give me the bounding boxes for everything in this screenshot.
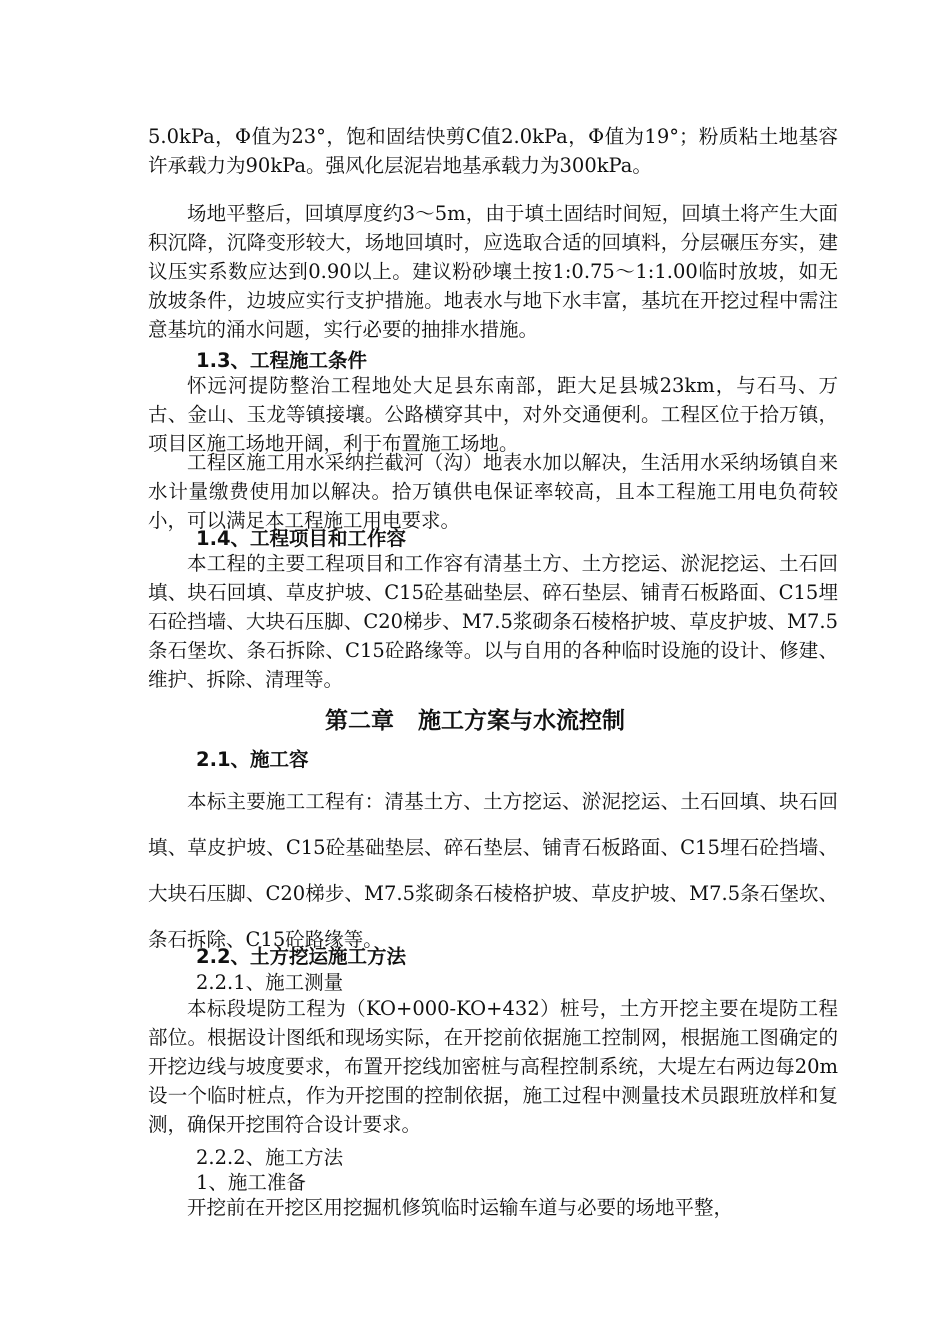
heading-1-3: 1.3、工程施工条件 [196, 349, 368, 372]
heading-1-4: 1.4、工程项目和工作容 [196, 527, 407, 550]
chapter-title: 第二章 施工方案与水流控制 [324, 708, 626, 734]
heading-2-2-2: 2.2.2、施工方法 [196, 1146, 344, 1169]
paragraph-soil-params [148, 122, 838, 180]
paragraph-text: 本标段堤防工程为（KO+000-KO+432）桩号，土方开挖主要在堤防工程部位。根据设计图纸和现场实际，在开挖前依据施工控制网，根据施工图确定的开挖边线与坡度要求，布置开挖线加密桩与高程控制系统，大堤左右两边每20m设一个临时桩点，作为开挖围的控制依据，施工过程中测量技术员跟班放样和复测，确保开挖围符合设计要求。 [148, 997, 838, 1136]
paragraph-location [148, 371, 838, 458]
paragraph-water-power [148, 448, 838, 535]
paragraph-text: 开挖前在开挖区用挖掘机修筑临时运输车道与必要的场地平整， [187, 1196, 734, 1219]
paragraph-text: 本标主要施工工程有：清基土方、土方挖运、淤泥挖运、土石回填、块石回填、草皮护坡、C15砼基础垫层、碎石垫层、铺青石板路面、C15埋石砼挡墙、大块石压脚、C20梯步、M7.5浆砌条石棱格护坡、草皮护坡、M7.5条石堡坎、条石拆除、C15砼路缘等。 [148, 790, 838, 951]
paragraph-work-items [148, 549, 838, 694]
heading-2-2: 2.2、土方挖运施工方法 [196, 945, 407, 968]
heading-2-2-1: 2.2.1、施工测量 [196, 971, 344, 994]
paragraph-text: 本工程的主要工程项目和工作容有清基土方、土方挖运、淤泥挖运、土石回填、块石回填、草皮护坡、C15砼基础垫层、碎石垫层、铺青石板路面、C15埋石砼挡墙、大块石压脚、C20梯步、M7.5浆砌条石棱格护坡、草皮护坡、M7.5条石堡坎、条石拆除、C15砼路缘等。以与自用的各种临时设施的设计、修建、维护、拆除、清理等。 [148, 552, 838, 691]
heading-2-1: 2.1、施工容 [196, 748, 309, 771]
paragraph-survey [148, 994, 838, 1139]
paragraph-text: 场地平整后，回填厚度约3～5m，由于填土固结时间短，回填土将产生大面积沉降，沉降变形较大，场地回填时，应选取合适的回填料，分层碾压夯实，建议压实系数应达到0.90以上。建议粉砂壤土按1:0.75～1:1.00临时放坡，如无放坡条件，边坡应实行支护措施。地表水与地下水丰富，基坑在开挖过程中需注意基坑的涌水问题，实行必要的抽排水措施。 [148, 202, 838, 341]
paragraph-text: 怀远河提防整治工程地处大足县东南部，距大足县城23km，与石马、万古、金山、玉龙等镇接壤。公路横穿其中，对外交通便利。工程区位于拾万镇，项目区施工场地开阔，利于布置施工场地。 [148, 374, 838, 455]
paragraph-backfill [148, 199, 838, 344]
paragraph-text: 5.0kPa，Φ值为23°，饱和固结快剪C值2.0kPa，Φ值为19°；粉质粘土地基容许承载力为90kPa。强风化层泥岩地基承载力为300kPa。 [148, 125, 838, 177]
paragraph-construction-scope [148, 779, 838, 963]
heading-preparation: 1、施工准备 [196, 1171, 306, 1194]
paragraph-text: 工程区施工用水采纳拦截河（沟）地表水加以解决，生活用水采纳场镇自来水计量缴费使用加以解决。拾万镇供电保证率较高，且本工程施工用电负荷较小，可以满足本工程施工用电要求。 [148, 451, 838, 532]
paragraph-preparation [148, 1193, 838, 1222]
